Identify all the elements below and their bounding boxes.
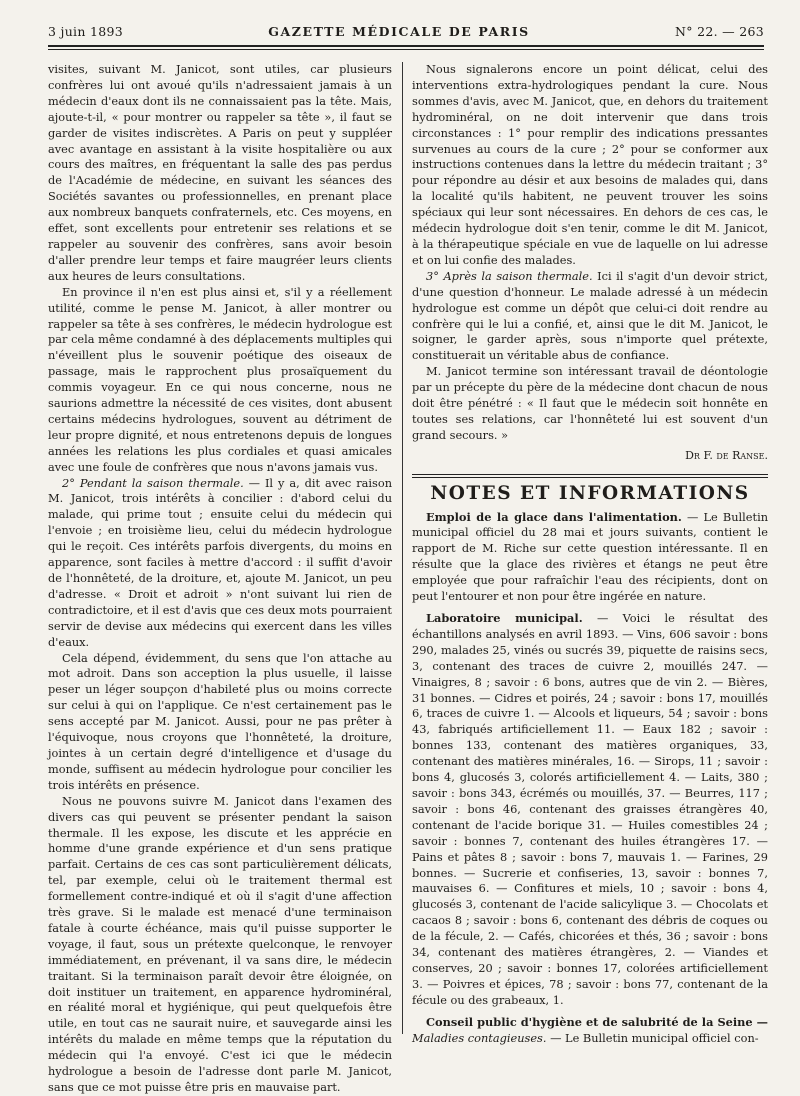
news-item-text: — Voici le résultat des échantillons analysés en avril 1893. — Vins, 606 savoir : bons 290, malades 25, vinés ou sucrés 39, piquette de raisins secs, 3, contenant des traces de cuivre 2, mouillés 247. — Vinaigres, 8 ; savoir : 6 bons, autres que de vin 2. — Bières, 31 bonnes. — Cidres et poirés, 24 ; savoir : bons 17, mouillés 6, traces de cuivre 1. — Alcools et liqueurs, 54 ; savoir : bons 43, fabriqués artificiellement 11. — Eaux 182 ; savoir : bonnes 133, contenant des matières organiques, 33, contenant des matières minérales, 16. — Sirops, 11 ; savoir : bons 4, glucosés 3, colorés artificiellement 4. — Laits, 380 ; savoir : bons 343, écrémés ou mouillés, 37. — Beurres, 117 ; savoir : bons 46, contenant des graisses étrangères 40, contenant de l'acide borique 31. — Huiles comestibles 24 ; savoir : bonnes 7, contenant des huiles étrangères 17. — Pains et pâtes 8 ; savoir : bons 7, mauvais 1. — Farines, 29 bonnes. — Sucrerie et confiseries, 13, savoir : bonnes 7, mauvaises 6. — Confitures et miels, 10 ; savoir : bons 4, glucosés 3, contenant de l'acide salicylique 3. — Chocolats et cacaos 8 ; savoir : bons 6, contenant des débris de coques ou de la fécule, 2. — Cafés, chicorées et thés, 36 ; savoir : bons 34, contenant des matières étrangères, 2. — Viandes et conserves, 20 ; savoir : bonnes 17, colorées artificiellement 3. — Poivres et épices, 78 ; savoir : bons 77, contenant de la fécule ou des grabeaux, 1. — [412, 611, 768, 1007]
paragraph: Nous signalerons encore un point délicat, celui des interventions extra-hydrologiques pendant la cure. Nous sommes d'avis, avec M. Janicot, que, en dehors du traitement hydrominéral, on ne doit intervenir que dans trois circonstances : 1° pour remplir des indications pressantes survenues au cours de la cure ; 2° pour se conformer aux instructions contenues dans la lettre du médecin traitant ; 3° pour répondre au désir et aux besoins de malades qui, dans la localité qu'ils habitent, ne peuvent trouver les soins spéciaux qui leur sont nécessaires. En dehors de ces cas, le médecin hydrologue doit s'en tenir, comme le dit M. Janicot, à la thérapeutique spéciale en vue de laquelle on lui adresse et on lui confie des malades. — [412, 62, 768, 267]
subheading: 2° Pendant la saison thermale. — — [62, 475, 260, 490]
subheading: 3° Après la saison thermale. — [426, 268, 593, 283]
news-item — [412, 611, 768, 1009]
header-rule — [48, 45, 764, 47]
news-item-subtitle: Maladies contagieuses. — — [412, 1030, 562, 1045]
header-rule-thin — [48, 49, 764, 50]
column-divider — [402, 62, 403, 1034]
news-item-text: Le Bulletin municipal officiel con- — [565, 1030, 759, 1045]
journal-title: GAZETTE MÉDICALE DE PARIS — [268, 23, 530, 39]
news-item-title: Conseil public d'hygiène et de salubrité de la Seine — — [426, 1014, 768, 1029]
paragraph: visites, suivant M. Janicot, sont utiles, car plusieurs confrères lui ont avoué qu'ils n'adressaient jamais à un médecin d'eaux dont ils ne connaissaient pas la tête. Mais, ajoute-t-il, « pour montrer ou rappeler sa tête », il faut se garder de visites indiscrètes. A Paris on peut y suppléer avec avantage en assistant à la visite hospitalière ou aux cours des maîtres, en fréquentant la salle des pas perdus de l'Académie de médecine, en suivant les séances des Sociétés savantes ou professionnelles, en prenant place aux nombreux banquets confraternels, etc. Ces moyens, en effet, sont excellents pour entretenir ses relations et se rappeler au souvenir des confrères, sans avoir besoin d'aller prendre leur temps et faire maugréer leurs clients aux heures de leurs consultations. — [48, 62, 392, 283]
paragraph: Nous ne pouvons suivre M. Janicot dans l'examen des divers cas qui peuvent se présenter pendant la saison thermale. Il les expose, les discute et les apprécie en homme d'une grande expérience et d'un sens pratique parfait. Certains de ces cas sont particulièrement délicats, tel, par exemple, celui où le traitement thermal est formellement contre-indiqué et où il s'agit d'une affection très grave. Si le malade est menacé d'une terminaison fatale à courte échéance, mais qu'il puisse supporter le voyage, il faut, sous un prétexte quelconque, le renvoyer immédiatement, en prévenant, il va sans dire, le médecin traitant. Si la terminaison paraît devoir être éloignée, on doit instituer un traitement, en apparence hydrominéral, en réalité moral et hygiénique, qui peut quelquefois être utile, en tout cas ne saurait nuire, et sauvegarde ainsi les intérêts du malade en même temps que la réputation du médecin qui l'a envoyé. C'est ici que le médecin hydrologue a besoin de l'adresse dont parle M. Janicot, sans que ce mot puisse être pris en mauvaise part. — [48, 793, 392, 1094]
news-item-text: — Le Bulletin municipal officiel du 28 mai et jours suivants, contient le rapport de M. Riche sur cette question intéressante. Il en résulte que la glace des rivières et étangs ne peut être employée que pour rafraîchir l'eau des récipients, dont on peut l'entourer et non pour être ingérée en nature. — [412, 509, 769, 604]
paragraph-text: Il y a, dit avec raison M. Janicot, trois intérêts à concilier : d'abord celui du malade, qui prime tout ; ensuite celui du médecin qui l'envoie ; en troisième lieu, celui du médecin hydrologue qui le reçoit. Ces intérêts parfois divergents, du moins en apparence, sont faciles à mettre d'accord : il suffit d'avoir de l'honnêteté, de la droiture, et, ajoute M. Janicot, un peu d'adresse. « Droit et adroit » n'ont suivant lui rien de contradictoire, et il est d'avis que ces deux mots pourraient servir de devise aux médecins qui exercent dans les villes d'eaux. — [48, 475, 393, 649]
page-header — [48, 20, 764, 42]
paragraph: Cela dépend, évidemment, du sens que l'on attache au mot adroit. Dans son acception la plus usuelle, il laisse peser un léger soupçon d'habileté plus ou moins correcte sur celui à qui on l'applique. Ce n'est certainement pas le sens accepté par M. Janicot. Aussi, pour ne pas prêter à l'équivoque, nous croyons que l'honnêteté, la droiture, jointes à un certain degré d'intelligence et d'usage du monde, suffisent au médecin hydrologue pour concilier les trois intérêts en présence. — [48, 650, 392, 792]
paragraph — [48, 476, 392, 651]
issue-number-and-page: N° 22. — 263 — [675, 23, 764, 39]
issue-date: 3 juin 1893 — [48, 23, 123, 39]
section-title: NOTES ET INFORMATIONS — [430, 482, 750, 504]
left-column — [48, 62, 393, 1094]
issue-number: N° 22. — [675, 23, 718, 39]
news-item — [412, 510, 768, 605]
author-signature: Dr F. de Ranse. — [685, 448, 768, 462]
news-item — [412, 1015, 768, 1047]
paragraph: M. Janicot termine son intéressant travail de déontologie par un précepte du père de la médecine dont chacun de nous doit être pénétré : « Il faut que le médecin soit honnête en toutes ses relations, car l'honnêteté lui est souvent d'un grand secours. » — [412, 364, 768, 442]
paragraph: En province il n'en est plus ainsi et, s'il y a réellement utilité, comme le pense M. Janicot, à aller montrer ou rappeler sa tête à ses confrères, le médecin hydrologue est par cela même condamné à des déplacements multiples qui n'éveillent plus le souvenir poétique des oiseaux de passage, mais le rapprochent plus prosaïquement du commis voyageur. En ce qui nous concerne, nous ne saurions admettre la nécessité de ces visites, dont abusent certains médecins hydrologues, souvent au détriment de leur propre dignité, et nous entretenons depuis de longues années les relations les plus cordiales et quasi amicales avec une foule de confrères que nous n'avons jamais vus. — [48, 284, 392, 474]
section-rule-thin — [412, 477, 768, 478]
news-item-title: Emploi de la glace dans l'alimentation. — [426, 509, 682, 524]
right-column — [412, 62, 768, 1046]
section-rule — [412, 474, 768, 475]
page-number: 263 — [739, 23, 764, 39]
paragraph — [412, 269, 768, 364]
news-item-title: Laboratoire municipal. — [426, 611, 583, 625]
paragraph-text: Ici il s'agit d'un devoir strict, d'une question d'honneur. Le malade adressé à un médecin hydrologue est comme un dépôt que celui-ci doit rendre au confrère qui le lui a confié, et, ainsi que le dit M. Janicot, le soigner, le garder après, sous n'importe quel prétexte, constituerait un véritable abus de confiance. — [412, 268, 768, 363]
